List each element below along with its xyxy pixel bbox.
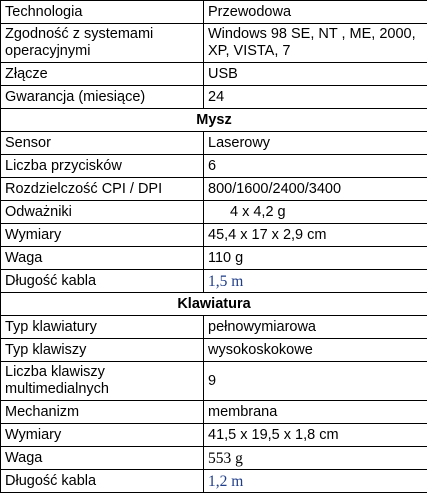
table-row (1, 247, 427, 270)
spec-label: Długość kabla (1, 270, 204, 293)
table-row (1, 86, 427, 109)
table-row (1, 424, 427, 447)
spec-value: pełnowymiarowa (204, 316, 427, 339)
spec-label: Technologia (1, 1, 204, 24)
table-row (1, 132, 427, 155)
spec-label: Waga (1, 247, 204, 270)
spec-label: Typ klawiszy (1, 339, 204, 362)
spec-value: USB (204, 63, 427, 86)
spec-value: 800/1600/2400/3400 (204, 178, 427, 201)
spec-label: Mechanizm (1, 401, 204, 424)
spec-value: 1,5 m (204, 270, 427, 293)
spec-label: Liczba przycisków (1, 155, 204, 178)
table-row (1, 201, 427, 224)
spec-label: Rozdzielczość CPI / DPI (1, 178, 204, 201)
spec-value: Przewodowa (204, 1, 427, 24)
table-row (1, 63, 427, 86)
spec-value: membrana (204, 401, 427, 424)
spec-label: Złącze (1, 63, 204, 86)
spec-label: Długość kabla (1, 470, 204, 493)
table-row (1, 224, 427, 247)
spec-label: Zgodność z systemami operacyjnymi (1, 24, 204, 63)
spec-value: Windows 98 SE, NT , ME, 2000, XP, VISTA, 7 (204, 24, 427, 63)
table-row (1, 270, 427, 293)
table-row (1, 155, 427, 178)
section-title-keyboard: Klawiatura (1, 293, 427, 316)
spec-label: Sensor (1, 132, 204, 155)
spec-value: 24 (204, 86, 427, 109)
spec-label: Liczba klawiszy multimedialnych (1, 362, 204, 401)
spec-value: 9 (204, 362, 427, 401)
table-row (1, 24, 427, 63)
section-header-row (1, 293, 427, 316)
table-row (1, 470, 427, 493)
spec-value: wysokoskokowe (204, 339, 427, 362)
spec-label: Gwarancja (miesiące) (1, 86, 204, 109)
section-header-row (1, 109, 427, 132)
table-row (1, 362, 427, 401)
table-row (1, 316, 427, 339)
table-row (1, 447, 427, 470)
spec-label: Wymiary (1, 224, 204, 247)
spec-value: 4 x 4,2 g (204, 201, 427, 224)
spec-label: Wymiary (1, 424, 204, 447)
spec-value: 1,2 m (204, 470, 427, 493)
spec-value: Laserowy (204, 132, 427, 155)
spec-value: 110 g (204, 247, 427, 270)
table-row (1, 1, 427, 24)
spec-label: Typ klawiatury (1, 316, 204, 339)
spec-value: 6 (204, 155, 427, 178)
table-row (1, 339, 427, 362)
spec-value: 45,4 x 17 x 2,9 cm (204, 224, 427, 247)
spec-value: 553 g (204, 447, 427, 470)
spec-label: Odważniki (1, 201, 204, 224)
table-row (1, 401, 427, 424)
spec-value: 41,5 x 19,5 x 1,8 cm (204, 424, 427, 447)
table-row (1, 178, 427, 201)
section-title-mouse: Mysz (1, 109, 427, 132)
spec-label: Waga (1, 447, 204, 470)
